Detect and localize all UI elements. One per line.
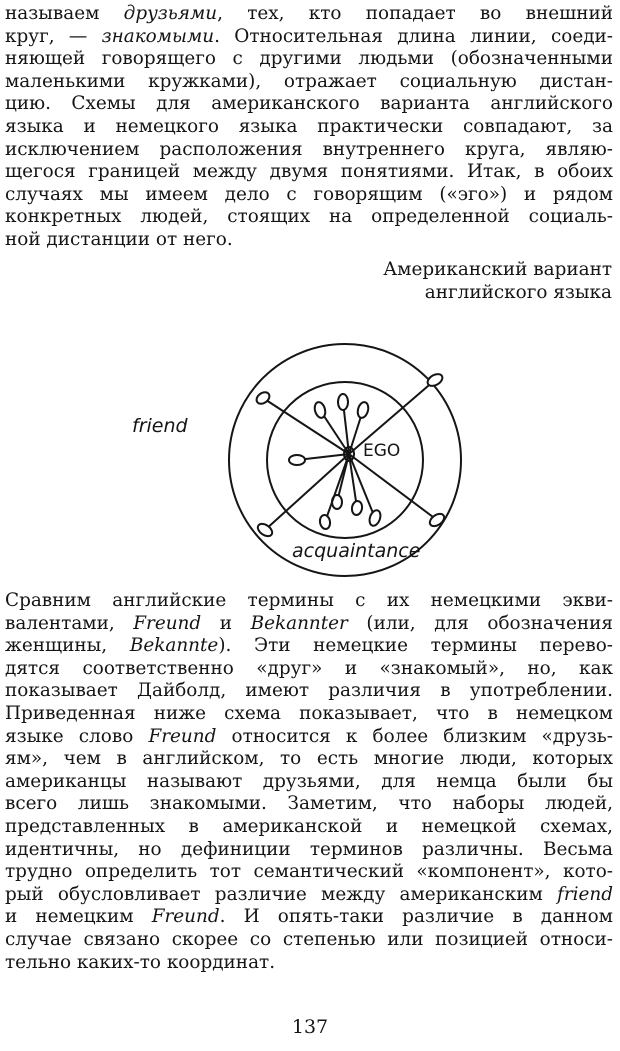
text-line: американцы называют друзьями, для немца были бы [5,770,613,792]
text-line: случаях мы имеем дело с говорящим («эго») и рядом [5,183,613,205]
text-line: тельно каких-то координат. [5,951,276,973]
paragraph-top [5,3,613,252]
text-line: показывает Дайболд, имеют различия в употреблении. [5,680,613,702]
text-line: называем друзьями, тех, кто попадает во внешний [5,3,613,24]
person-node [254,390,271,406]
spokes-group [254,372,446,539]
person-node [356,401,370,419]
ego-label: EGO [363,441,401,461]
page-number: 137 [291,1016,329,1038]
text-line: дятся соответственно «друг» и «знакомый», но, как [5,657,613,679]
text-line: женщины, Bekannte). Эти немецкие термины перево- [5,635,613,657]
text-line: щегося границей между двумя понятиями. Итак, в обоих [5,161,613,183]
text-line: Сравним английские термины с их немецкими экви- [5,590,613,611]
person-node [426,372,445,389]
person-node [319,514,331,530]
text-line: представленных в американской и немецкой схемах, [5,815,613,837]
person-node [338,394,348,410]
text-line: случае связано скорее со степенью или позицией относи- [5,928,613,950]
text-line: языка и немецкого языка практически совпадают, за [5,115,613,137]
acquaintance-label: acquaintance [292,540,421,562]
text-line: идентичны, но дефиниции терминов различны. Весьма [5,838,613,860]
friend-label: friend [132,415,188,437]
person-node [368,509,383,527]
text-line: исключением расположения внутреннего круга, являю- [5,138,613,160]
caption-line: английского языка [424,281,612,303]
text-line: няющей говорящего с другими людьми (обозначенными [5,48,613,70]
text-line: валентами, Freund и Bekannter (или, для обозначения [5,612,613,634]
text-line: ной дистанции от него. [5,228,233,250]
text-line: ям», чем в английском, то есть многие люди, которых [5,748,613,770]
text-line: круг, — знакомыми. Относительная длина линии, соеди- [5,25,613,47]
text-line: рый обусловливает различие между американским friend [5,883,613,905]
text-line: маленькими кружками), отражает социальную дистан- [5,70,613,92]
text-line: и немецким Freund. И опять-таки различие в данном [5,906,613,928]
paragraph-bottom [5,590,613,974]
text-line: Приведенная ниже схема показывает, что в немецком [5,702,613,724]
text-line: трудно определить тот семантический «компонент», кото- [5,861,613,883]
caption-line: Американский вариант [383,259,612,280]
person-node [313,401,327,419]
person-node [351,500,363,516]
text-line: всего лишь знакомыми. Заметим, что наборы людей, [5,793,613,815]
text-line: конкретных людей, стоящих на определенной социаль- [5,206,613,228]
text-line: цию. Схемы для американского варианта английского [5,93,613,115]
text-line: языке слово Freund относится к более близким «друзь- [5,725,613,747]
person-node [289,455,305,465]
figure-caption [282,259,612,304]
